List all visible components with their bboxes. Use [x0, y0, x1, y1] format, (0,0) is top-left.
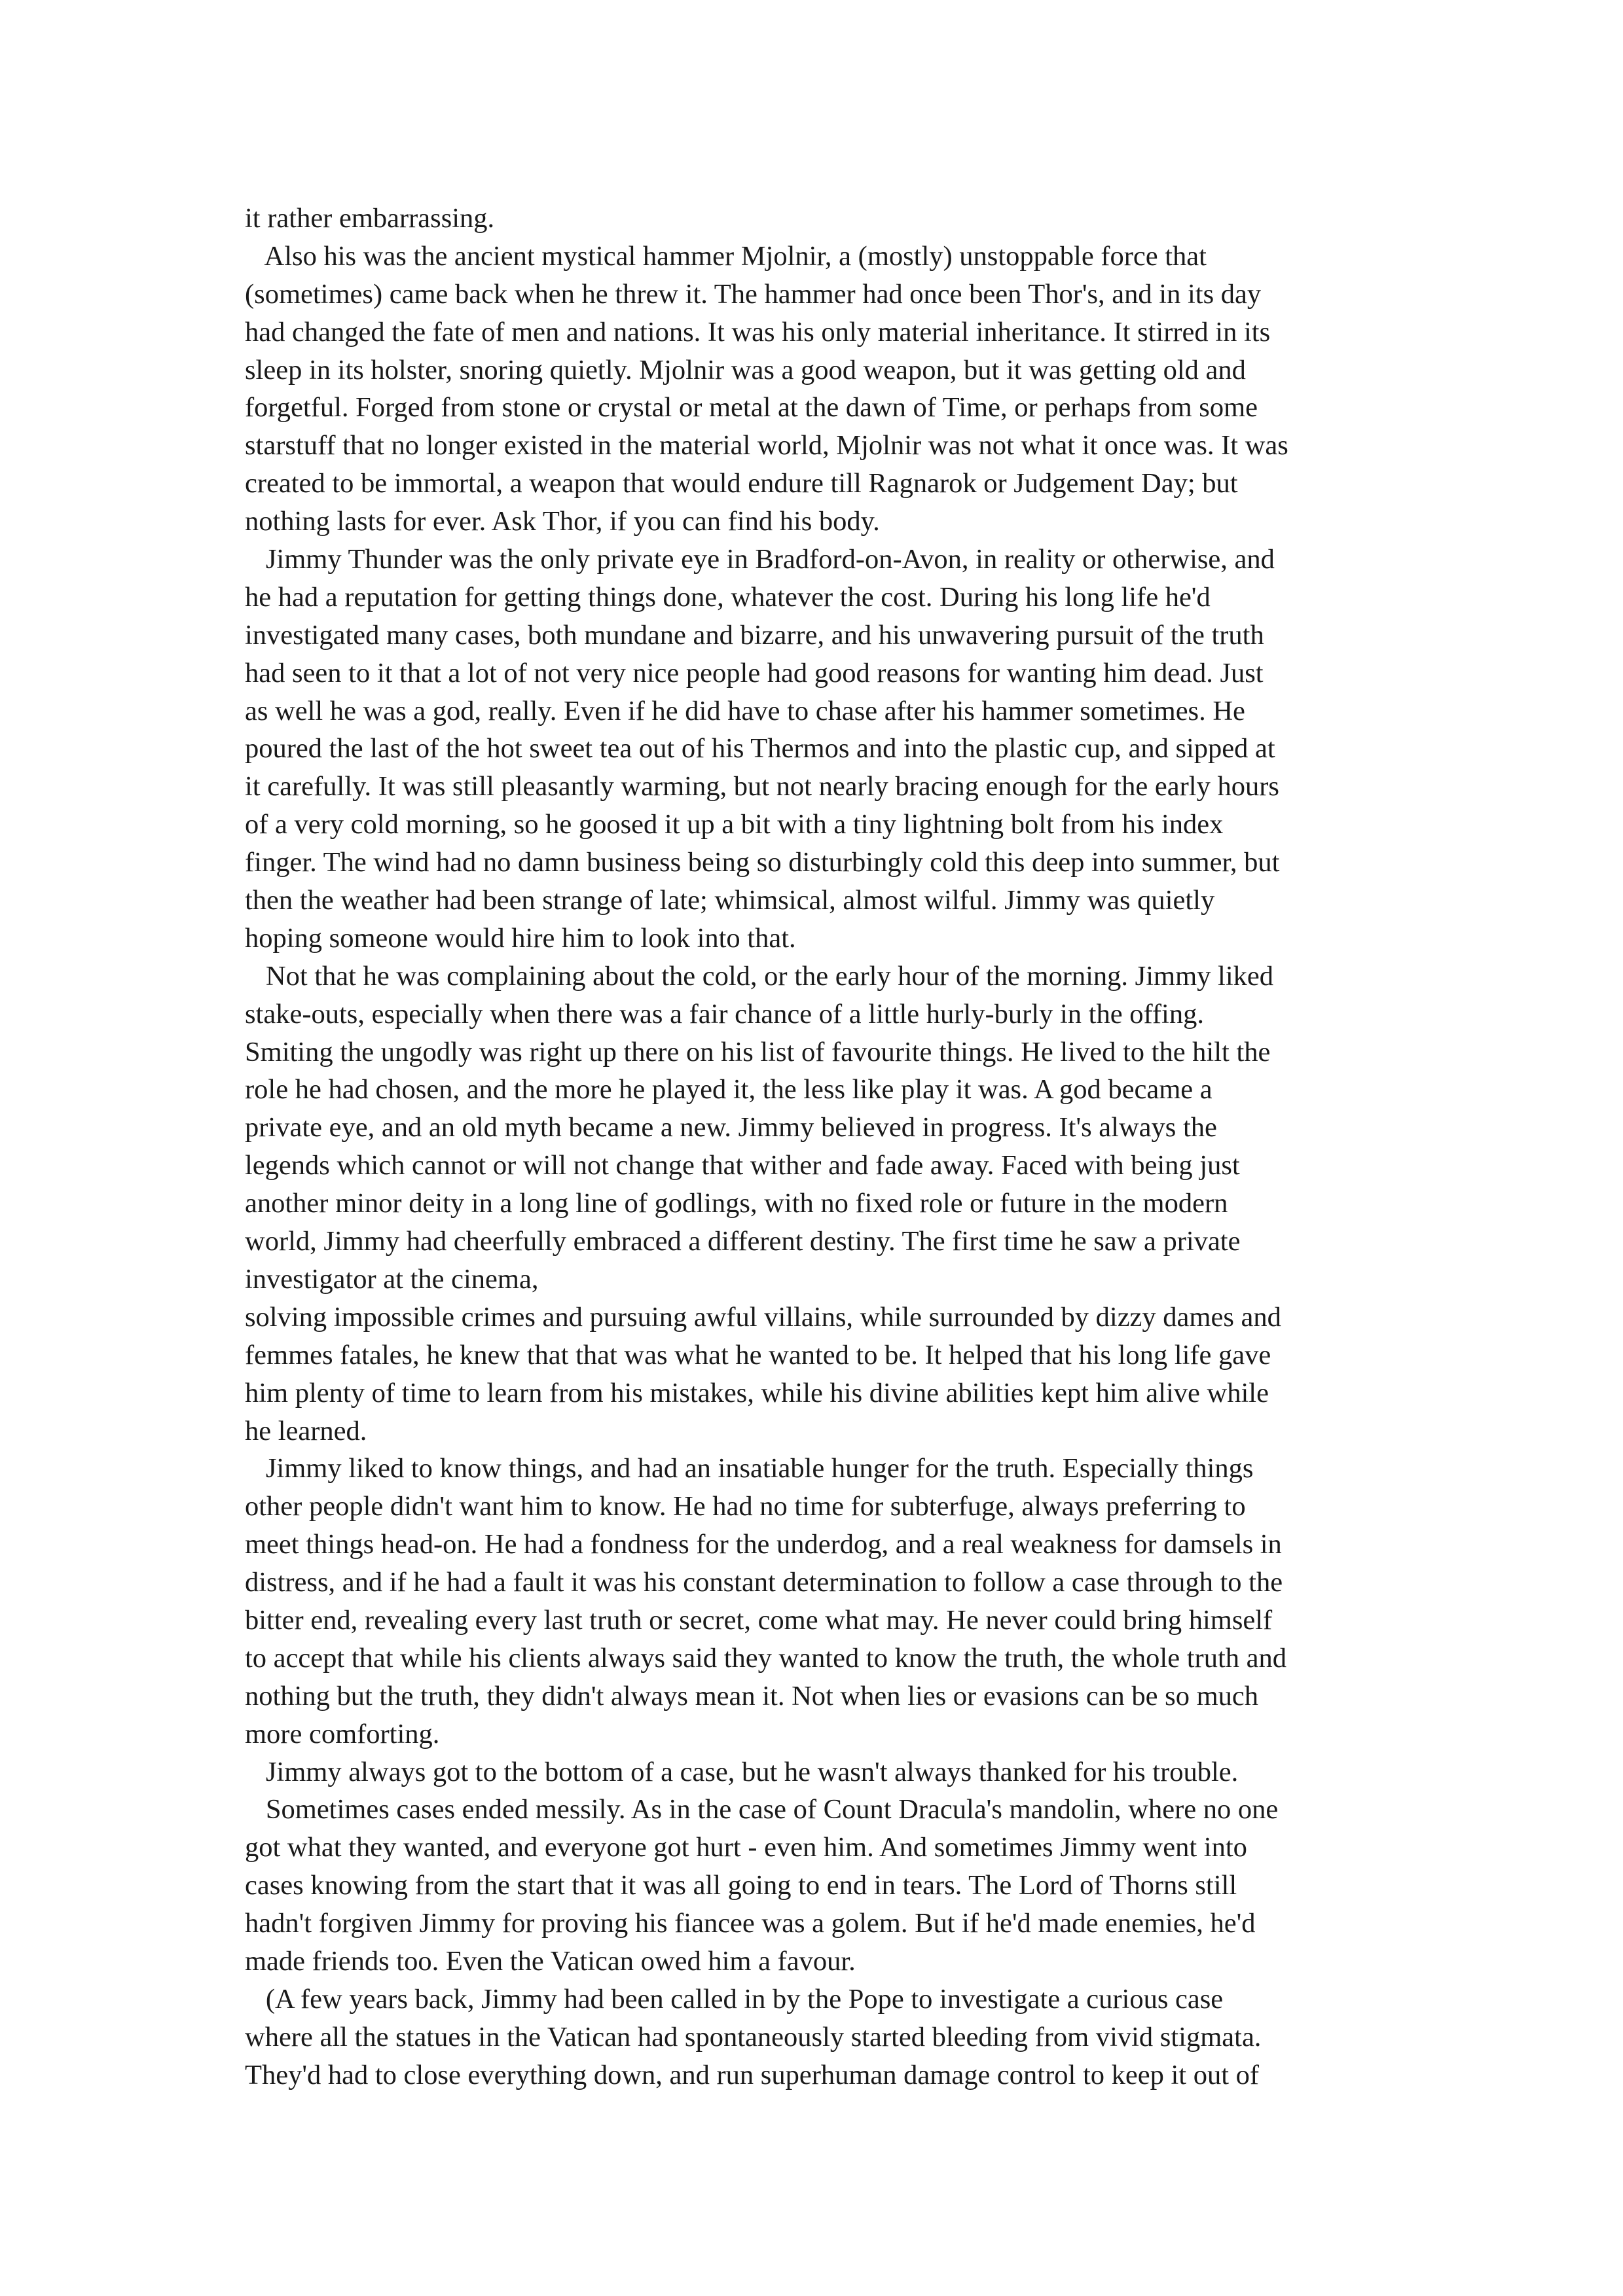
text-line: other people didn't want him to know. He had no time for subterfuge, always preferring to: [245, 1491, 1246, 1522]
text-line: investigated many cases, both mundane and bizarre, and his unwavering pursuit of the truth: [245, 619, 1264, 651]
text-line: Sometimes cases ended messily. As in the case of Count Dracula's mandolin, where no one: [245, 1794, 1279, 1825]
text-line: hadn't forgiven Jimmy for proving his fiancee was a golem. But if he'd made enemies, he'd: [245, 1908, 1256, 1939]
text-line: distress, and if he had a fault it was his constant determination to follow a case through to the: [245, 1567, 1283, 1598]
text-line: another minor deity in a long line of godlings, with no fixed role or future in the modern: [245, 1188, 1228, 1219]
text-line: (A few years back, Jimmy had been called in by the Pope to investigate a curious case: [245, 1983, 1224, 2015]
text-line: then the weather had been strange of late; whimsical, almost wilful. Jimmy was quietly: [245, 885, 1215, 916]
text-line: femmes fatales, he knew that that was what he wanted to be. It helped that his long life gave: [245, 1339, 1271, 1371]
text-line: where all the statues in the Vatican had spontaneously started bleeding from vivid stigmata.: [245, 2021, 1262, 2053]
text-line: him plenty of time to learn from his mistakes, while his divine abilities kept him alive while: [245, 1377, 1269, 1408]
text-line: solving impossible crimes and pursuing awful villains, while surrounded by dizzy dames and: [245, 1301, 1281, 1333]
text-line: Jimmy Thunder was the only private eye in Bradford-on-Avon, in reality or otherwise, and: [245, 544, 1275, 575]
text-line: as well he was a god, really. Even if he did have to chase after his hammer sometimes. He: [245, 695, 1245, 726]
text-line: he learned.: [245, 1415, 367, 1446]
text-line: investigator at the cinema,: [245, 1263, 539, 1295]
text-line: Jimmy always got to the bottom of a case, but he wasn't always thanked for his trouble.: [245, 1756, 1239, 1787]
text-line: it rather embarrassing.: [245, 203, 495, 234]
text-line: to accept that while his clients always said they wanted to know the truth, the whole truth and: [245, 1642, 1286, 1674]
text-line: hoping someone would hire him to look into that.: [245, 922, 796, 954]
text-line: Also his was the ancient mystical hammer Mjolnir, a (mostly) unstoppable force that: [245, 240, 1207, 272]
text-line: They'd had to close everything down, and run superhuman damage control to keep it out of: [245, 2059, 1260, 2090]
text-line: more comforting.: [245, 1718, 440, 1749]
text-line: got what they wanted, and everyone got hurt - even him. And sometimes Jimmy went into: [245, 1832, 1247, 1863]
text-line: it carefully. It was still pleasantly warming, but not nearly bracing enough for the early hours: [245, 771, 1279, 802]
text-line: made friends too. Even the Vatican owed him a favour.: [245, 1945, 856, 1977]
text-line: world, Jimmy had cheerfully embraced a different destiny. The first time he saw a private: [245, 1226, 1241, 1257]
text-line: had changed the fate of men and nations. It was his only material inheritance. It stirred in its: [245, 316, 1271, 348]
text-line: Smiting the ungodly was right up there on his list of favourite things. He lived to the hilt the: [245, 1036, 1271, 1067]
text-line: role he had chosen, and the more he played it, the less like play it was. A god became a: [245, 1074, 1213, 1105]
text-line: finger. The wind had no damn business being so disturbingly cold this deep into summer, but: [245, 847, 1280, 878]
text-line: forgetful. Forged from stone or crystal or metal at the dawn of Time, or perhaps from some: [245, 392, 1258, 423]
text-line: starstuff that no longer existed in the material world, Mjolnir was not what it once was. It was: [245, 430, 1288, 461]
text-line: he had a reputation for getting things done, whatever the cost. During his long life he'd: [245, 581, 1211, 613]
body-text: [245, 200, 1391, 2094]
text-line: bitter end, revealing every last truth or secret, come what may. He never could bring himself: [245, 1604, 1273, 1636]
text-line: nothing lasts for ever. Ask Thor, if you can find his body.: [245, 506, 880, 537]
text-line: cases knowing from the start that it was all going to end in tears. The Lord of Thorns still: [245, 1870, 1237, 1901]
text-line: sleep in its holster, snoring quietly. Mjolnir was a good weapon, but it was getting old and: [245, 354, 1246, 386]
text-line: nothing but the truth, they didn't always mean it. Not when lies or evasions can be so much: [245, 1680, 1258, 1712]
text-line: legends which cannot or will not change that wither and fade away. Faced with being just: [245, 1150, 1240, 1181]
text-line: Jimmy liked to know things, and had an insatiable hunger for the truth. Especially things: [245, 1453, 1254, 1484]
text-line: had seen to it that a lot of not very nice people had good reasons for wanting him dead. Just: [245, 657, 1264, 689]
text-line: (sometimes) came back when he threw it. The hammer had once been Thor's, and in its day: [245, 278, 1262, 310]
text-line: stake-outs, especially when there was a fair chance of a little hurly-burly in the offing.: [245, 998, 1204, 1030]
text-line: poured the last of the hot sweet tea out of his Thermos and into the plastic cup, and sipped at: [245, 733, 1275, 764]
text-line: Not that he was complaining about the cold, or the early hour of the morning. Jimmy liked: [245, 960, 1273, 992]
text-line: created to be immortal, a weapon that would endure till Ragnarok or Judgement Day; but: [245, 468, 1238, 499]
text-line: private eye, and an old myth became a new. Jimmy believed in progress. It's always the: [245, 1112, 1217, 1143]
text-line: meet things head-on. He had a fondness for the underdog, and a real weakness for damsels in: [245, 1529, 1282, 1560]
text-line: of a very cold morning, so he goosed it up a bit with a tiny lightning bolt from his index: [245, 809, 1224, 840]
